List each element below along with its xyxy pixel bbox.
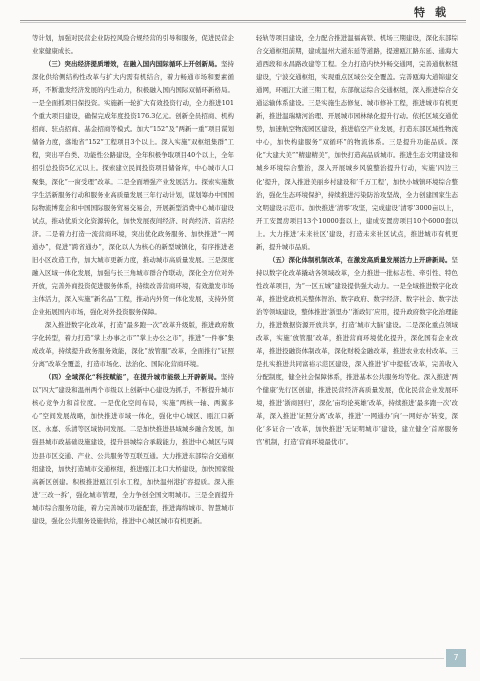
paragraph-text: 轻轨等项目建设，全力配合推进温福高铁、机场三期建设，深化东部综合交通枢纽前期，建成温州大道东延等道路，提速瓯江路东延、通海大道西段和永昌路改建等工程。全力打造内快外畅交通网，完善通航枢纽建设，宁波交通枢纽，实现重点区域公交全覆盖。完善瓯海大道锦建交通网，环瓯江大道三期工程，东部航运综合交通枢纽，深入推进综合交通运输体系建设。三是实施生态修复、城市修补工程，推进城市有机更新，推进温瑞塘河治理、开展城市园林绿化提升行动。依托区域交通优势，加速航空物流园区建设，推进临空产业发展，打造东部区域性物流中心，加快构建服务“双循环”的物流体系。三是提升功能品质。深化“大建大美”“精建精美”，加快打造高品质城市。推进生态文明建设和城乡环境综合整治，深入开展城乡风貌整治提升行动，实施‘四边三化’提升，深入推进美丽乡村建设和‘千万工程’，加快小城镇环境综合整治，强化生态环境保护，持续推进污染防治攻坚战，全力创建国家生态文明建设示范市。加快推进‘清零’攻坚，完成建设‘清零’3000亩以上，开工安置房项目13个10000套以上，建成安置房项目10个6000套以上。大力推进‘未来社区’建设，打造未来社区试点，推进城市有机更新，提升城市品质。: [256, 34, 458, 251]
paragraph-text: 坚持深化供给侧结构性改革与扩大内需有机结合，着力畅通市场和要素循环，不断激发经济发展的内生动力，积极融入国内国际双循环新格局。一是全面抓项目保投资。实施新一轮扩大有效投资行动，全力推进101个重大项目建设，确保完成年度投资176.3亿元。创新全员招商、机构招商、驻点招商、基金招商等模式。加大“152”及“两新一重”项目谋划储备力度，落地省“152”工程项目3个以上。深入实施“双枢纽集群”工程，突出平台类、功能性公路建设，全年积极争取项目40个以上，全年招引总投资5亿元以上。探索建立民间投资项目储备库，中心城市人口聚集，深化“一窗受理”改革。二是全面增强产业发展活力。探索实施数字生活新服务行动和服务业高质量发展三年行动计划，谋划筹办中国国际物流博览会和中国国际服务贸易交易会，开展新型消费中心城市建设试点，推动优质文化资源转化，加快发展夜间经济、时尚经济、首店经济。二是着力打造一流营商环境，突出优化政务服务、加快推进“一网通办”，促进“跨省通办”，深化以人为核心的新型城镇化，有序推进老旧小区改造工作，加大城市更新力度，推动城市高质量发展。三是深度融入区域一体化发展，加强与长三角城市群合作联动，深化全方位对外开放，完善外商投资促进服务体系，持续改善营商环境，有效激发市场主体活力，深入实施“新名品”工程，推动内外贸一体化发展，支持外贸企业拓展国内市场，强化对外投资服务保障。: [32, 60, 234, 316]
paragraph: [32, 319, 234, 371]
paragraph-text: 等计划，加强对民营企业防控风险合规经营的引导和服务，促进民营企业家健康成长。: [32, 34, 234, 56]
left-text-column: [32, 32, 234, 658]
section-label: 特载: [414, 6, 456, 19]
paragraph-heading: （三）突出经济提质增效，在融入国内国际循环上开创新局。: [44, 60, 222, 69]
header-rule-secondary: [20, 22, 466, 23]
footer-rule: [20, 658, 444, 659]
paragraph-text: 坚持以数字化改革撬动各领域改革，全力推进一批标志性、牵引性、特色性改革项目，为“一区五城”建设提供强大动力。一是全域推进数字化改革，推进党政机关整体智治、数字政府、数字经济、数字社会、数字法治等领域建设，整体推进‘浙里办’‘浙政钉’应用，提升政府数字化治理能力，推进数据资源开放共享，打造‘城市大脑’建设。二是深化重点领域改革，实施‘放管服’改革，推进营商环境优化提升，深化国有企业改革，推进投融资体制改革，深化财税金融改革，推进农业农村改革。三是扎实推进共同富裕示范区建设，深入推进‘扩中提低’改革，完善收入分配制度，健全社会保障体系，推进基本公共服务均等化。深入推进‘两个健康’先行区创建，推进民营经济高质量发展，优化民营企业发展环境，推进‘浙商回归’，深化‘亩均论英雄’改革，持续推进‘最多跑一次’改革，深入推进‘证照分离’改革，推进‘一网通办’向‘一网好办’转变，深化‘多证合一’改革，加快推进‘无证明城市’建设，建立健全‘首席服务官’机制，打造‘营商环境最优市’。: [256, 255, 458, 447]
paragraph: [32, 58, 234, 319]
page-header: [0, 0, 480, 24]
page-number: 7: [446, 649, 466, 667]
right-text-column: [256, 32, 458, 658]
paragraph-heading: （四）全域深化“科技赋能”，在提升城市能级上开辟新局。: [44, 373, 221, 382]
paragraph-text: 深入推进数字化改革，打造“最多跑一次”改革升级版，推进政府数字化转型，着力打造“掌上办事之市”“掌上办公之市”，推进“一件事”集成改革，持续提升政务服务效能，深化“放管服”改革，全面推行“证照分离”改革全覆盖，打造市场化、法治化、国际化营商环境。: [32, 321, 234, 369]
paragraph-text: 坚持以“四大”建设和温州两个市级以上创新中心建设为抓手，不断提升城市核心竞争力和首位度。一是优化空间布局，实施“两核一轴、两翼多心”空间发展战略，加快推进市域一体化，强化中心城区、瓯江口新区、永嘉、乐清等区域协同发展。二是加快推进县域城乡融合发展，加强县城市政基础设施建设，提升县城综合承载能力，推进中心城区与周边县市区交通、产业、公共服务等互联互通。大力推进东部综合交通枢纽建设，加快打造城市交通枢纽，推进瓯江北口大桥建设，加快国家级高新区创建。积极推进瓯江引水工程，加快温州港扩容提质。深入推进‘三改一拆’，强化城市管理，全力争创全国文明城市。三是全面提升城市综合服务功能，着力完善城市功能配套，推进海绵城市、智慧城市建设，强化公共服务设施供给，推进中心城区城市有机更新。: [32, 373, 234, 525]
paragraph: [256, 32, 458, 254]
header-rule: [20, 20, 466, 21]
paragraph: [256, 254, 458, 450]
paragraph-heading: （五）深化体制机制改革，在激发高质量发展活力上开辟新局。: [268, 255, 452, 264]
paragraph: [32, 371, 234, 528]
paragraph: [32, 32, 234, 58]
